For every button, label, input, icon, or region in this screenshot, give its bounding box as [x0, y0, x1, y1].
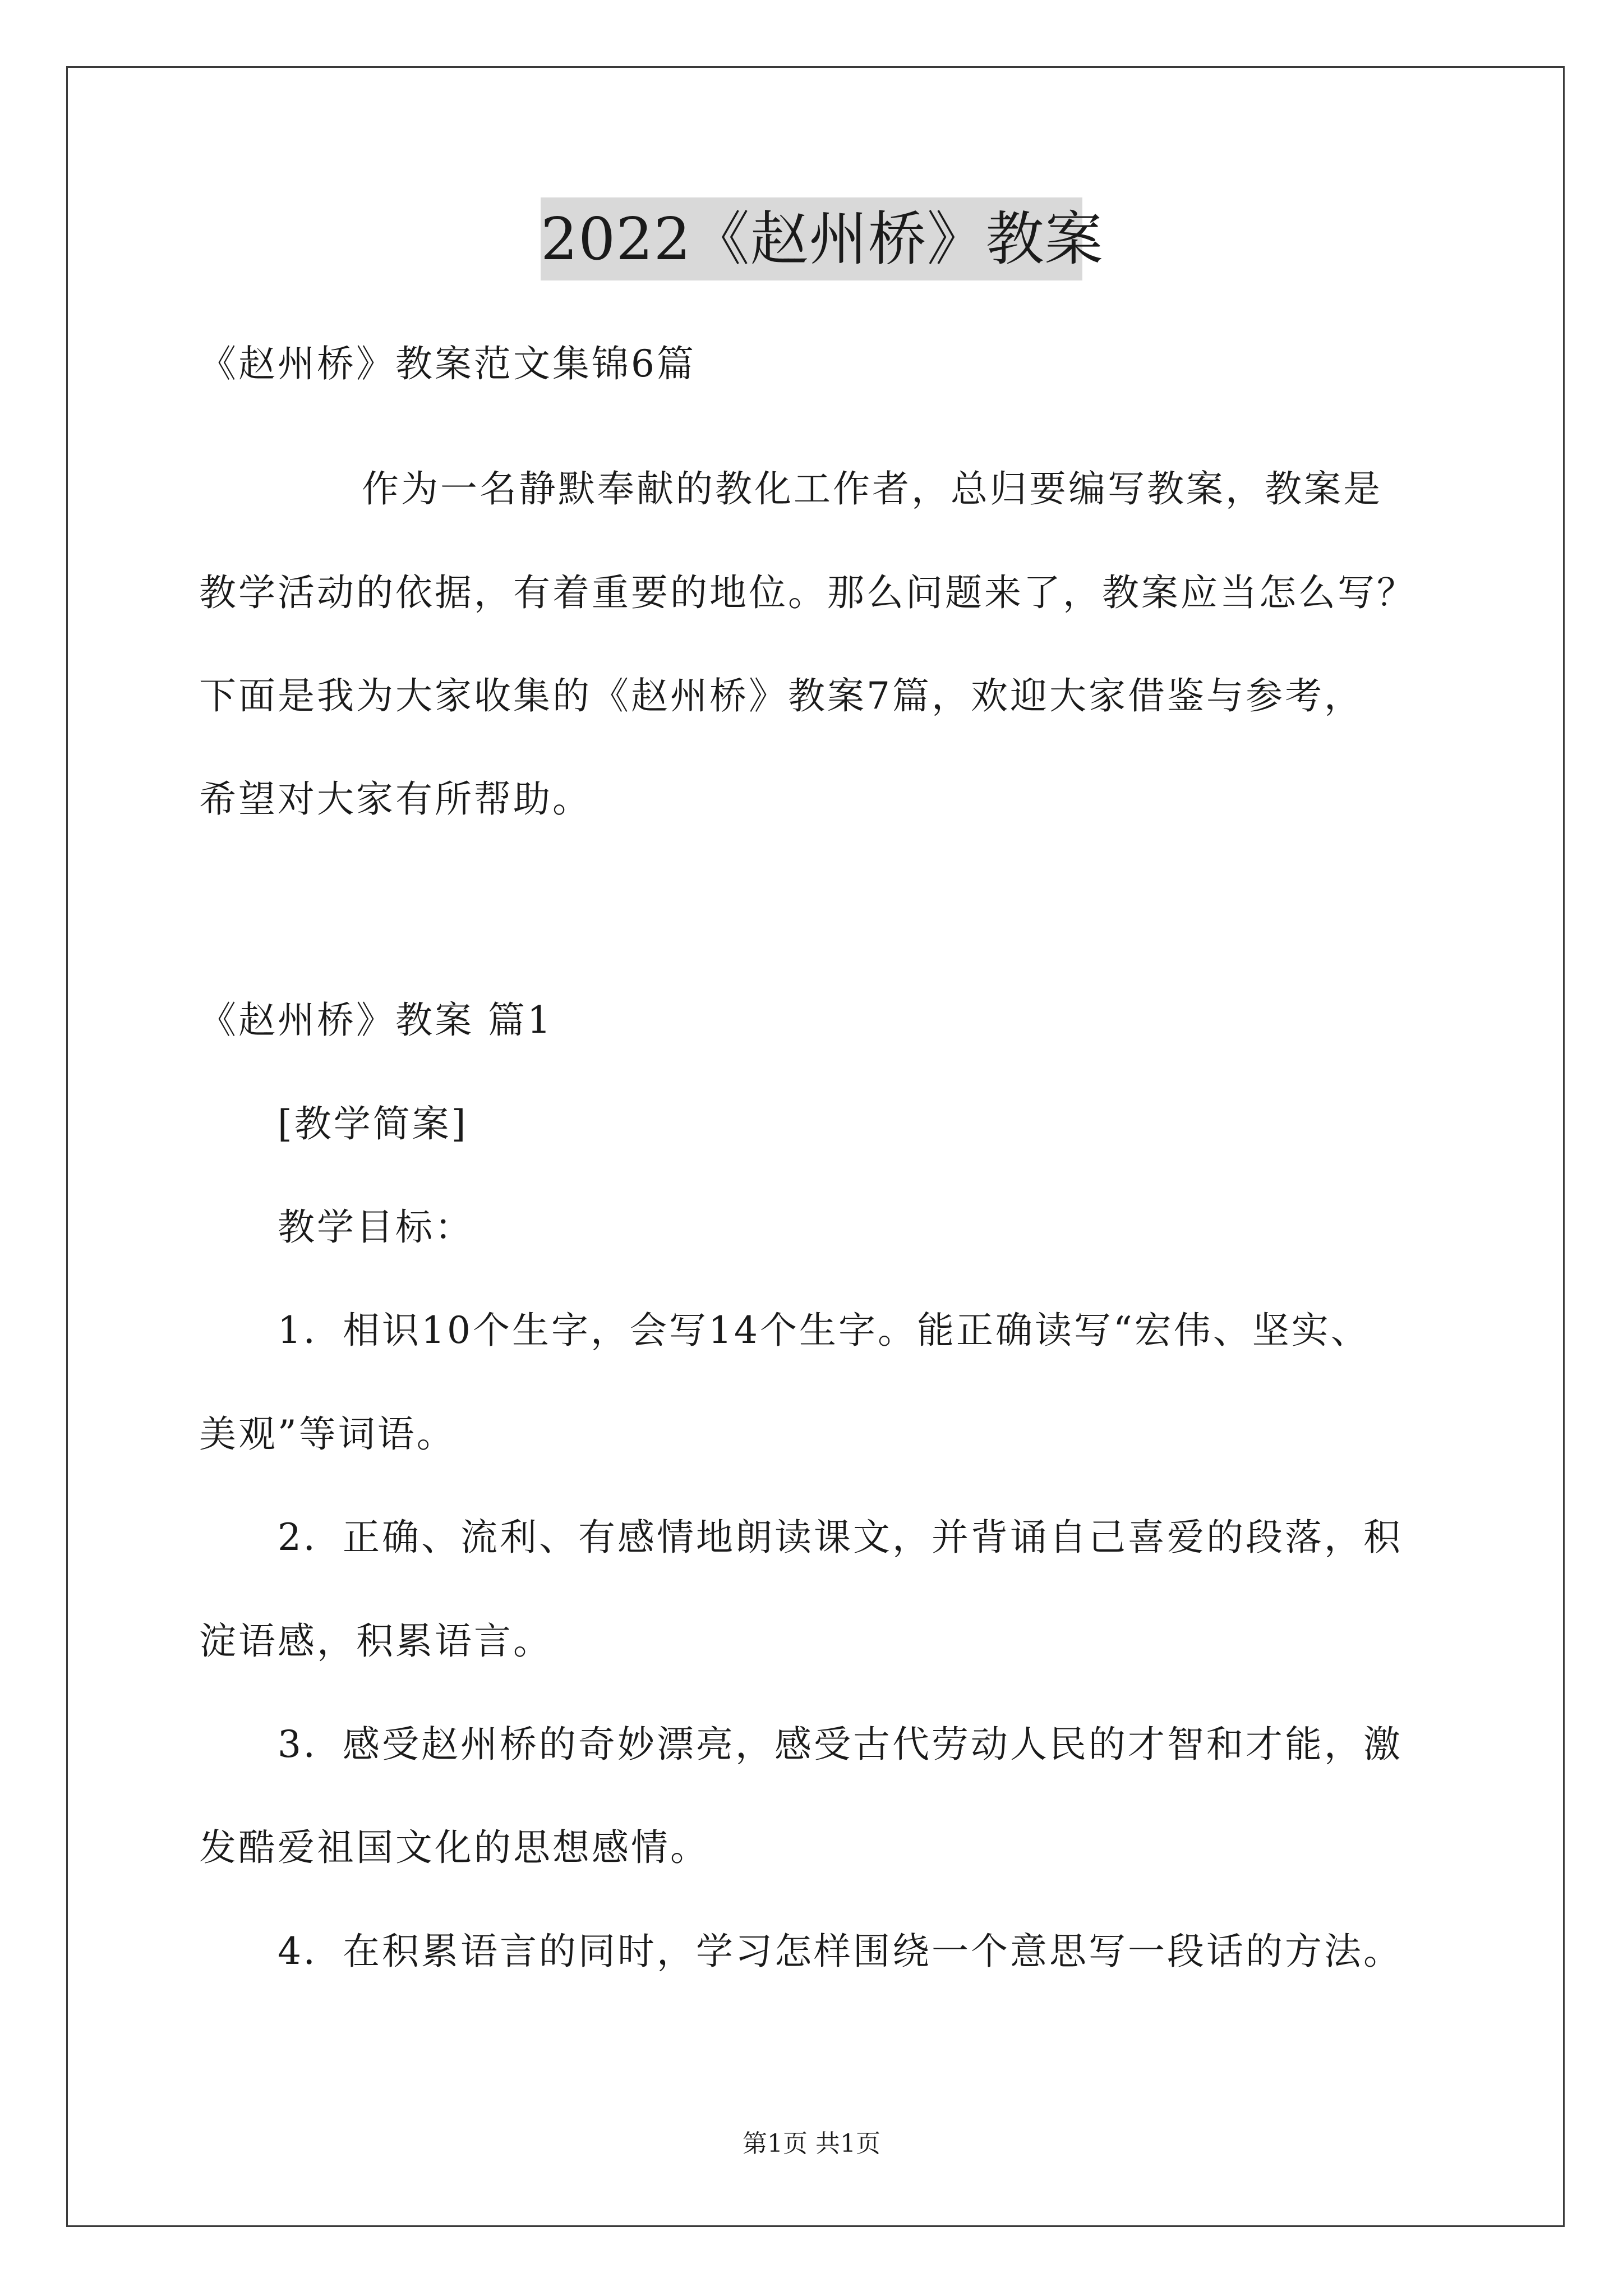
intro-paragraph-line: 希望对大家有所帮助。	[199, 777, 592, 821]
objective-item: 1．相识10个生字，会写14个生字。能正确读写“宏伟、坚实、	[278, 1309, 1370, 1352]
page-footer: 第1页 共1页	[743, 2129, 880, 2158]
objective-item: 3．感受赵州桥的奇妙漂亮，感受古代劳动人民的才智和才能，激	[278, 1723, 1403, 1766]
intro-paragraph-line: 下面是我为大家收集的《赵州桥》教案7篇，欢迎大家借鉴与参考，	[199, 674, 1363, 717]
objective-item: 2．正确、流利、有感情地朗读课文，并背诵自己喜爱的段落，积	[278, 1516, 1403, 1559]
objective-item-continued: 美观”等词语。	[199, 1412, 456, 1456]
document-title: 2022《赵州桥》教案	[541, 197, 1082, 280]
objective-item-continued: 发酷爱祖国文化的思想感情。	[199, 1826, 709, 1869]
intro-paragraph-line: 教学活动的依据，有着重要的地位。那么问题来了，教案应当怎么写？	[199, 571, 1416, 614]
intro-paragraph-line: 作为一名静默奉献的教化工作者，总归要编写教案，教案是	[362, 467, 1382, 510]
collection-subtitle: 《赵州桥》教案范文集锦6篇	[199, 342, 696, 385]
objective-item-continued: 淀语感，积累语言。	[199, 1619, 552, 1663]
objective-item: 4．在积累语言的同时，学习怎样围绕一个意思写一段话的方法。	[278, 1930, 1403, 1973]
section-heading: 《赵州桥》教案 篇1	[199, 999, 553, 1042]
subsection-label: [教学简案]	[278, 1102, 468, 1145]
objectives-label: 教学目标：	[278, 1205, 474, 1249]
